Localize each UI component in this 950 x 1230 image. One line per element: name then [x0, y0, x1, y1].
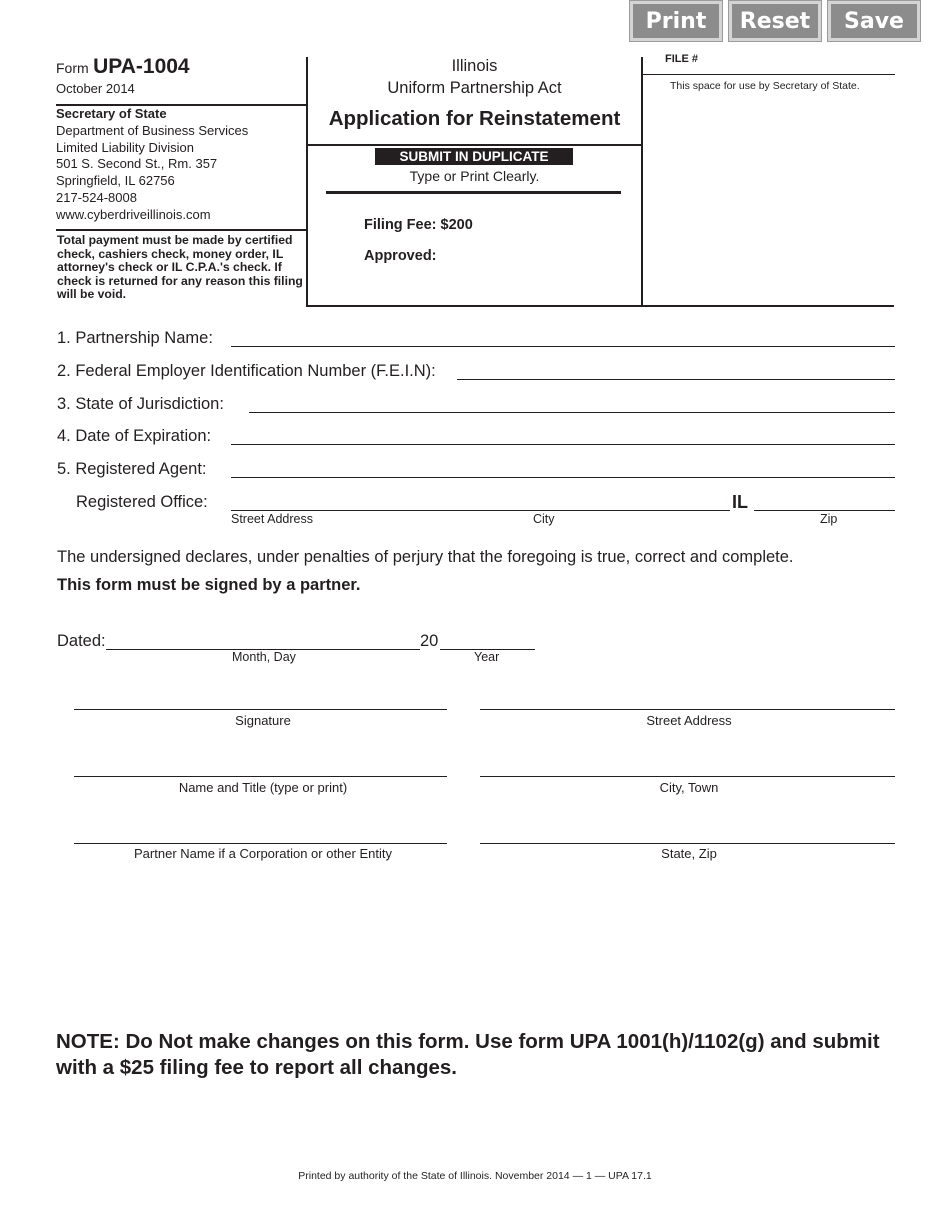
filing-fee: Filing Fee: $200: [364, 217, 473, 233]
dated-century: 20: [420, 632, 439, 650]
divider: [308, 144, 641, 146]
file-number-label: FILE #: [665, 53, 699, 65]
signed-note: This form must be signed by a partner.: [57, 576, 361, 594]
office-line: Springfield, IL 62756: [56, 173, 175, 189]
save-button[interactable]: Save: [828, 1, 920, 41]
city-town-caption: City, Town: [659, 780, 719, 795]
office-line: Department of Business Services: [56, 122, 249, 138]
jurisdiction-input[interactable]: [249, 393, 895, 413]
month-day-caption: Month, Day: [232, 650, 296, 664]
form-prefix: Form: [56, 60, 89, 76]
dated-label: Dated:: [57, 632, 106, 650]
print-button[interactable]: Print: [630, 1, 722, 41]
expiration-input[interactable]: [231, 425, 895, 445]
file-note: This space for use by Secretary of State.: [670, 80, 860, 92]
state-zip-line[interactable]: [480, 843, 895, 844]
divider: [56, 229, 307, 231]
registered-agent-input[interactable]: [231, 458, 895, 478]
office-zip-input[interactable]: [754, 491, 895, 511]
form-number: UPA-1004: [93, 55, 190, 78]
reset-button[interactable]: Reset: [729, 1, 821, 41]
name-title-line[interactable]: [74, 776, 447, 777]
office-street-city-input[interactable]: [231, 491, 730, 511]
dated-year-input[interactable]: [440, 630, 535, 650]
state-zip-caption: State, Zip: [661, 846, 717, 861]
fein-label: 2. Federal Employer Identification Number (F.E.I.N):: [57, 362, 436, 380]
city-town-line[interactable]: [480, 776, 895, 777]
form-date: October 2014: [56, 81, 135, 96]
street-caption: Street Address: [231, 512, 313, 526]
act-heading: [308, 55, 641, 99]
partnership-name-input[interactable]: [231, 327, 895, 347]
office-state: IL: [732, 492, 748, 512]
partnership-name-label: 1. Partnership Name:: [57, 329, 213, 347]
office-line: Limited Liability Division: [56, 139, 194, 155]
dated-month-day-input[interactable]: [106, 630, 420, 650]
year-caption: Year: [474, 650, 500, 664]
divider: [641, 57, 643, 306]
office-block: [56, 106, 306, 224]
city-caption: City: [533, 512, 555, 526]
divider: [306, 305, 894, 307]
office-title: Secretary of State: [56, 106, 167, 121]
registered-office-label: Registered Office:: [76, 493, 208, 511]
expiration-label: 4. Date of Expiration:: [57, 427, 212, 445]
zip-caption: Zip: [820, 512, 838, 526]
name-title-caption: Name and Title (type or print): [178, 780, 348, 795]
state-name: Illinois: [451, 57, 498, 75]
type-note: Type or Print Clearly.: [409, 168, 540, 184]
jurisdiction-label: 3. State of Jurisdiction:: [57, 395, 224, 413]
street-address-caption: Street Address: [646, 713, 732, 728]
document-title: Application for Reinstatement: [328, 107, 621, 130]
declaration-text: The undersigned declares, under penalties of perjury that the foregoing is true, correct and complete.: [57, 548, 794, 566]
changes-note: NOTE: Do Not make changes on this form. Use form UPA 1001(h)/1102(g) and submit with a $25 filing fee to report all changes.: [56, 1030, 880, 1079]
partner-name-caption: Partner Name if a Corporation or other Entity: [134, 846, 392, 861]
street-address-line[interactable]: [480, 709, 895, 710]
divider: [326, 191, 621, 194]
form-id: [56, 55, 190, 79]
footer-text: Printed by authority of the State of Illinois. November 2014 — 1 — UPA 17.1: [298, 1170, 652, 1182]
partner-name-line[interactable]: [74, 843, 447, 844]
office-line: 217-524-8008: [56, 189, 137, 205]
divider: [643, 74, 895, 75]
office-line: www.cyberdriveillinois.com: [56, 206, 211, 222]
registered-agent-label: 5. Registered Agent:: [57, 460, 207, 478]
approved-label: Approved:: [364, 248, 437, 264]
submit-banner: SUBMIT IN DUPLICATE: [375, 148, 573, 165]
fein-input[interactable]: [457, 360, 895, 380]
signature-caption: Signature: [235, 713, 291, 728]
payment-note: Total payment must be made by certified check, cashiers check, money order, IL attorney's check or IL C.P.A.'s check. If check is returned for any reason this filing will be void.: [57, 233, 303, 301]
office-line: 501 S. Second St., Rm. 357: [56, 156, 218, 172]
signature-line[interactable]: [74, 709, 447, 710]
act-name: Uniform Partnership Act: [387, 79, 562, 97]
